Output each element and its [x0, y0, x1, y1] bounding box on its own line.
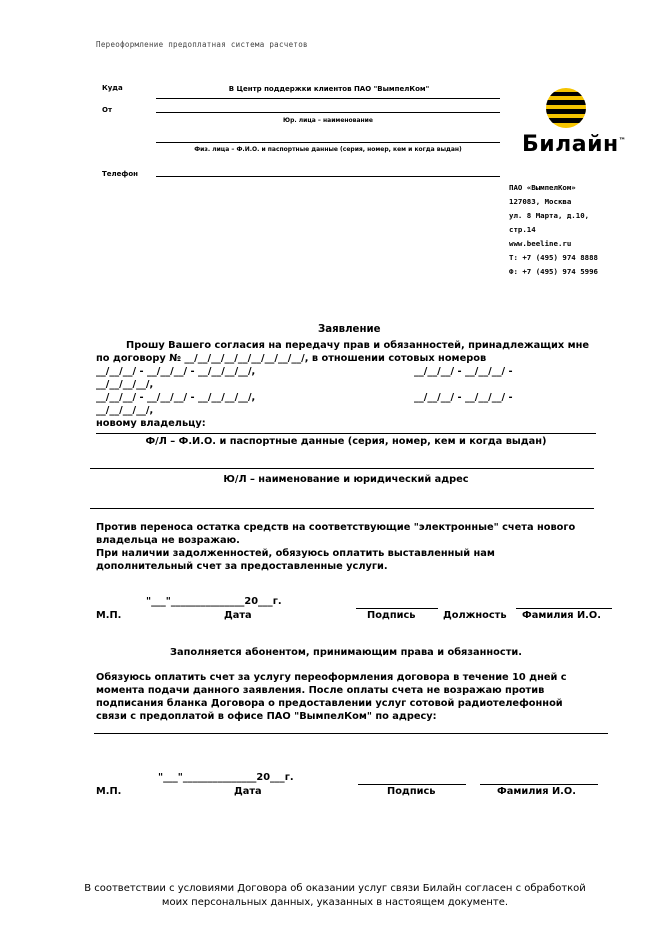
sig2-date-field[interactable]: "___"_______________20___г.: [158, 772, 294, 783]
address-fax: Ф: +7 (495) 974 5996: [509, 267, 598, 276]
numbers-row-1-right[interactable]: __/__/__/ - __/__/__/ -: [414, 366, 513, 377]
sig1-date-field[interactable]: "___"_______________20___г.: [146, 596, 282, 607]
sig1-position-label: Должность: [443, 610, 507, 621]
new-owner-line[interactable]: [96, 433, 596, 434]
para1-line-2: владельца не возражаю.: [96, 535, 240, 546]
person-line[interactable]: [156, 142, 500, 143]
numbers-row-3-right[interactable]: __/__/__/ - __/__/__/ -: [414, 392, 513, 403]
office-address-line[interactable]: [94, 733, 608, 734]
sig2-signature-line[interactable]: [358, 784, 466, 785]
phone-line[interactable]: [156, 176, 500, 177]
address-building: стр.14: [509, 225, 536, 234]
sig2-name-label: Фамилия И.О.: [497, 786, 576, 797]
numbers-row-3-left[interactable]: __/__/__/ - __/__/__/ - __/__/__/__/,: [96, 392, 256, 403]
address-company: ПАО «ВымпелКом»: [509, 183, 576, 192]
sig1-signature-line[interactable]: [356, 608, 438, 609]
para3-line-3: подписания бланка Договора о предоставлении услуг сотовой радиотелефонной: [96, 698, 563, 709]
para3-line-2: момента подачи данного заявления. После оплаты счета не возражаю против: [96, 685, 545, 696]
person-field-caption: Ф/Л – Ф.И.О. и паспортные данные (серия, номер, кем и когда выдан): [145, 436, 547, 447]
person-caption: Физ. лица – Ф.И.О. и паспортные данные (серия, номер, кем и когда выдан): [194, 146, 462, 153]
sig1-signature-label: Подпись: [367, 610, 416, 621]
numbers-row-1-left[interactable]: __/__/__/ - __/__/__/ - __/__/__/__/,: [96, 366, 256, 377]
phone-label: Телефон: [102, 170, 138, 178]
sig1-name-line[interactable]: [516, 608, 612, 609]
para3-line-4: связи с предоплатой в офисе ПАО "ВымпелКом" по адресу:: [96, 711, 437, 722]
para1-line-1: Против переноса остатка средств на соответствующие "электронные" счета нового: [96, 522, 576, 533]
footer-line-1: В соответствии с условиями Договора об оказании услуг связи Билайн согласен с обработкой: [84, 883, 586, 894]
para2-line-1: При наличии задолженностей, обязуюсь оплатить выставленный нам: [96, 548, 495, 559]
document-header: Переоформление предоплатная система расчетов: [96, 40, 308, 49]
to-label: Куда: [102, 84, 123, 92]
numbers-row-4-left[interactable]: __/__/__/__/,: [96, 405, 154, 416]
sig2-date-label: Дата: [234, 786, 262, 797]
address-site: www.beeline.ru: [509, 239, 572, 248]
address-city: 127083, Москва: [509, 197, 572, 206]
footer-line-2: моих персональных данных, указанных в настоящем документе.: [161, 897, 509, 908]
to-line: [156, 98, 500, 99]
page-title: Заявление: [318, 324, 381, 335]
beeline-logo-icon: [546, 88, 586, 128]
request-line-2: по договору № __/__/__/__/__/__/__/__/__/, в отношении сотовых номеров: [96, 353, 487, 364]
sig1-name-label: Фамилия И.О.: [522, 610, 601, 621]
numbers-row-2-left[interactable]: __/__/__/__/,: [96, 379, 154, 390]
para2-line-2: дополнительный счет за предоставленные услуги.: [96, 561, 388, 572]
consent-footer: [60, 882, 610, 910]
request-line-1: Прошу Вашего согласия на передачу прав и обязанностей, принадлежащих мне: [126, 340, 590, 351]
address-street: ул. 8 Марта, д.10,: [509, 211, 590, 220]
fill-note: Заполняется абонентом, принимающим права и обязанности.: [170, 647, 522, 658]
new-owner-label: новому владельцу:: [96, 418, 206, 429]
sig2-mp: М.П.: [96, 786, 122, 797]
sig2-name-line[interactable]: [480, 784, 598, 785]
logo-wordmark: Билайн™: [522, 132, 627, 157]
legal-caption: Юр. лица – наименование: [283, 117, 373, 124]
address-phone: Т: +7 (495) 974 8888: [509, 253, 598, 262]
para3-line-1: Обязуюсь оплатить счет за услугу переоформления договора в течение 10 дней с: [96, 672, 567, 683]
sig1-mp: М.П.: [96, 610, 122, 621]
from-label: От: [102, 106, 113, 114]
sig1-date-label: Дата: [224, 610, 252, 621]
legal-field-caption: Ю/Л – наименование и юридический адрес: [223, 474, 469, 485]
from-line[interactable]: [156, 112, 500, 113]
sig2-signature-label: Подпись: [387, 786, 436, 797]
person-field-line[interactable]: [90, 468, 594, 469]
to-value: В Центр поддержки клиентов ПАО "ВымпелКом": [228, 85, 430, 93]
legal-field-line[interactable]: [90, 508, 594, 509]
